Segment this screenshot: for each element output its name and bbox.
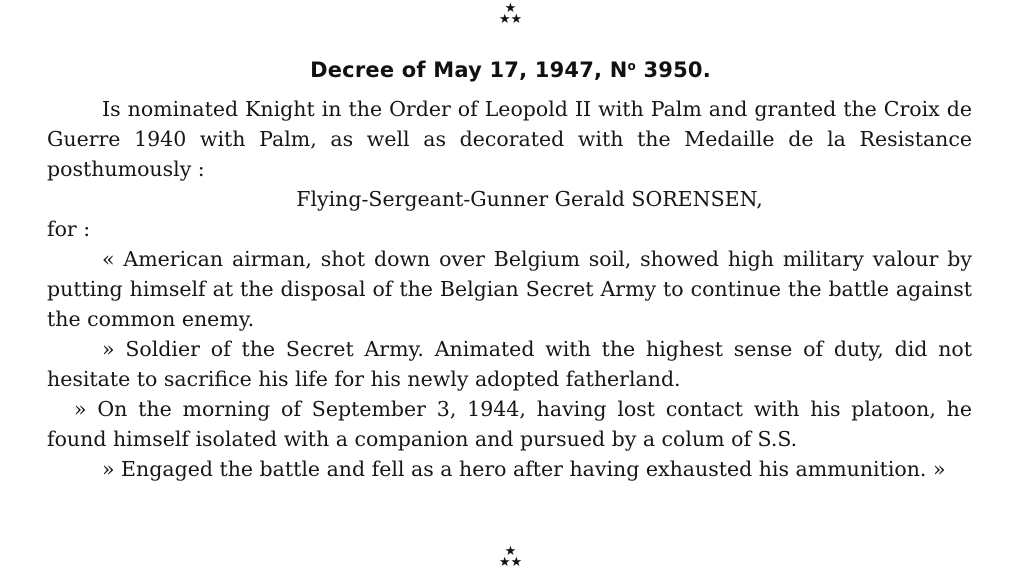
decree-title-suffix: 3950. [635,58,711,82]
stars-ornament-top [0,3,1021,25]
double-star-icon: ★★ [498,555,523,570]
double-star-icon: ★★ [498,12,523,27]
nomination-paragraph: Is nominated Knight in the Order of Leopold II with Palm and granted the Croix de Guerre 1940 with Palm, as well as decorated with the Medaille de la Resistance posthumously : [47,97,972,181]
citation-paragraph-2: » Soldier of the Secret Army. Animated with the highest sense of duty, did not hesitate to sacrifice his life for his newly adopted fatherland. [47,337,972,391]
citation-paragraph-4: » Engaged the battle and fell as a hero after having exhausted his ammunition. » [102,457,946,481]
recipient-name: Flying-Sergeant-Gunner Gerald SORENSEN, [296,187,763,211]
decree-title [0,58,1021,82]
citation-paragraph-3: » On the morning of September 3, 1944, having lost contact with his platoon, he found himself isolated with a companion and pursued by a colum of S.S. [47,397,972,451]
decree-title-prefix: Decree of May 17, 1947, N [310,58,628,82]
star-icon: ★ [504,1,517,16]
stars-ornament-bottom [0,546,1021,568]
for-label: for : [47,217,91,241]
decree-body [47,94,972,484]
decree-title-superscript: o [627,59,636,73]
star-icon: ★ [504,544,517,559]
citation-paragraph-1: « American airman, shot down over Belgium soil, showed high military valour by putting himself at the disposal of the Belgian Secret Army to continue the battle against the common enemy. [47,247,972,331]
